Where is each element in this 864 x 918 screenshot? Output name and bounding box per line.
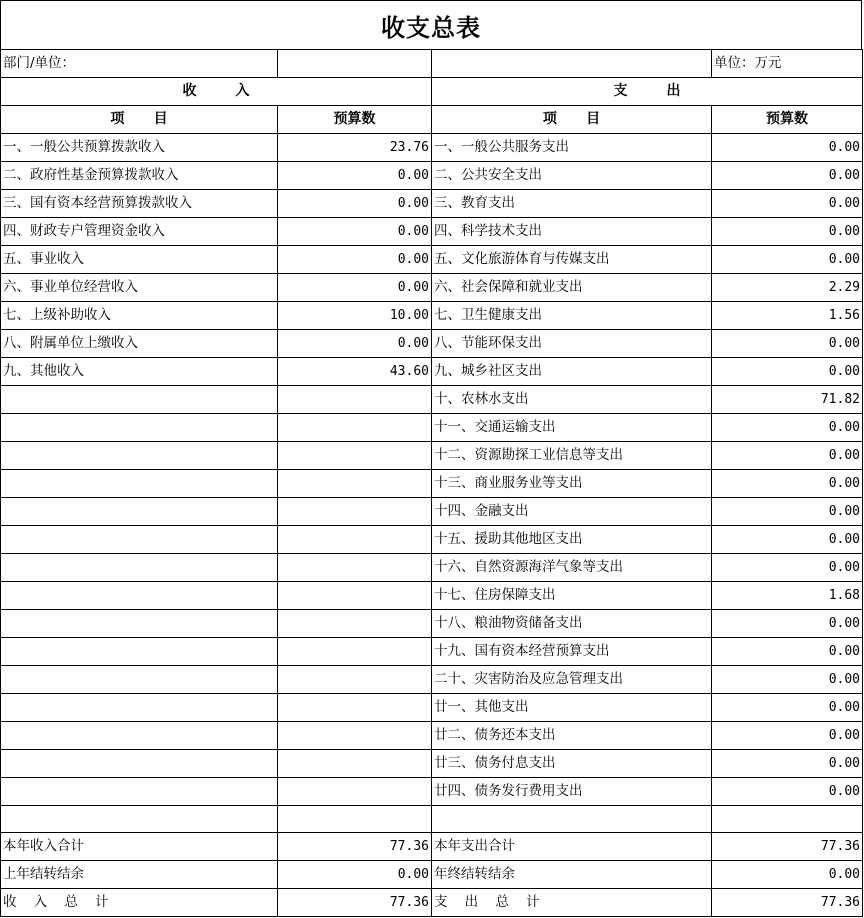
table-row [1, 470, 863, 498]
income-item: 三、国有资本经营预算拨款收入 [1, 190, 278, 218]
income-total-label: 收 入 总 计 [1, 889, 278, 917]
income-item: 四、财政专户管理资金收入 [1, 218, 278, 246]
table-row [1, 666, 863, 694]
expense-value: 0.00 [712, 778, 863, 806]
expense-item: 一、一般公共服务支出 [432, 134, 712, 162]
expense-item-header: 项 目 [432, 106, 712, 134]
table-row [1, 638, 863, 666]
income-item [1, 442, 278, 470]
expense-value: 0.00 [712, 134, 863, 162]
total-row [1, 861, 863, 889]
income-value [278, 386, 432, 414]
expense-total-label: 本年支出合计 [432, 833, 712, 861]
table-row [1, 442, 863, 470]
table-row [1, 750, 863, 778]
income-total-value: 0.00 [278, 861, 432, 889]
income-item [1, 582, 278, 610]
income-value [278, 470, 432, 498]
income-value [278, 554, 432, 582]
expense-item: 四、科学技术支出 [432, 218, 712, 246]
table-row [1, 582, 863, 610]
income-item [1, 778, 278, 806]
table-row [1, 526, 863, 554]
expense-total-value: 77.36 [712, 833, 863, 861]
table-row [1, 190, 863, 218]
income-total-value: 77.36 [278, 889, 432, 917]
page-title: 收支总表 [381, 12, 481, 42]
income-total-label: 本年收入合计 [1, 833, 278, 861]
total-row [1, 833, 863, 861]
unit-label: 单位：万元 [712, 50, 863, 78]
income-value: 43.60 [278, 358, 432, 386]
budget-summary-table [0, 49, 863, 917]
expense-item: 二十、灾害防治及应急管理支出 [432, 666, 712, 694]
income-value [278, 526, 432, 554]
expense-value: 0.00 [712, 414, 863, 442]
income-item: 五、事业收入 [1, 246, 278, 274]
income-value [278, 722, 432, 750]
income-item: 七、上级补助收入 [1, 302, 278, 330]
table-row [1, 386, 863, 414]
expense-total-label: 支 出 总 计 [432, 889, 712, 917]
income-value [278, 806, 432, 833]
expense-item: 十五、援助其他地区支出 [432, 526, 712, 554]
table-row [1, 330, 863, 358]
income-item [1, 386, 278, 414]
income-item [1, 414, 278, 442]
income-item: 八、附属单位上缴收入 [1, 330, 278, 358]
expense-value: 0.00 [712, 330, 863, 358]
table-row [1, 302, 863, 330]
expense-item: 十三、商业服务业等支出 [432, 470, 712, 498]
income-item: 九、其他收入 [1, 358, 278, 386]
title-bar [0, 0, 862, 49]
income-item [1, 470, 278, 498]
income-item [1, 610, 278, 638]
expense-item: 廿四、债务发行费用支出 [432, 778, 712, 806]
expense-budget-header: 预算数 [712, 106, 863, 134]
table-row [1, 806, 863, 833]
table-row [1, 778, 863, 806]
expense-item: 十九、国有资本经营预算支出 [432, 638, 712, 666]
income-value [278, 498, 432, 526]
income-item: 六、事业单位经营收入 [1, 274, 278, 302]
expense-item: 三、教育支出 [432, 190, 712, 218]
expense-header: 支 出 [432, 78, 863, 106]
expense-value: 0.00 [712, 358, 863, 386]
expense-value: 1.68 [712, 582, 863, 610]
table-row [1, 246, 863, 274]
expense-value: 0.00 [712, 526, 863, 554]
expense-value: 2.29 [712, 274, 863, 302]
table-row [1, 610, 863, 638]
expense-item: 十、农林水支出 [432, 386, 712, 414]
income-value: 23.76 [278, 134, 432, 162]
income-value [278, 638, 432, 666]
expense-total-label: 年终结转结余 [432, 861, 712, 889]
income-value: 0.00 [278, 162, 432, 190]
total-row [1, 889, 863, 917]
expense-value: 0.00 [712, 442, 863, 470]
income-item [1, 694, 278, 722]
income-item-header: 项 目 [1, 106, 278, 134]
expense-value: 0.00 [712, 750, 863, 778]
income-budget-header: 预算数 [278, 106, 432, 134]
expense-value: 0.00 [712, 190, 863, 218]
table-row [1, 722, 863, 750]
expense-item: 十八、粮油物资储备支出 [432, 610, 712, 638]
income-item: 二、政府性基金预算拨款收入 [1, 162, 278, 190]
income-value [278, 442, 432, 470]
table-row [1, 554, 863, 582]
meta-row [1, 50, 863, 78]
income-item [1, 750, 278, 778]
income-header: 收 入 [1, 78, 432, 106]
income-item [1, 806, 278, 833]
dept-label: 部门/单位： [1, 50, 278, 78]
table-row [1, 218, 863, 246]
expense-value: 0.00 [712, 246, 863, 274]
expense-item: 二、公共安全支出 [432, 162, 712, 190]
income-item [1, 498, 278, 526]
income-value [278, 778, 432, 806]
expense-item: 廿三、债务付息支出 [432, 750, 712, 778]
dept-value[interactable] [278, 50, 432, 78]
expense-item: 十一、交通运输支出 [432, 414, 712, 442]
section-header-row [1, 78, 863, 106]
expense-value [712, 806, 863, 833]
expense-item: 六、社会保障和就业支出 [432, 274, 712, 302]
meta-blank [432, 50, 712, 78]
expense-value: 1.56 [712, 302, 863, 330]
column-header-row [1, 106, 863, 134]
table-row [1, 274, 863, 302]
income-item [1, 554, 278, 582]
income-total-value: 77.36 [278, 833, 432, 861]
expense-item: 七、卫生健康支出 [432, 302, 712, 330]
expense-item: 十二、资源勘探工业信息等支出 [432, 442, 712, 470]
expense-value: 0.00 [712, 666, 863, 694]
income-value [278, 694, 432, 722]
expense-item [432, 806, 712, 833]
income-value [278, 750, 432, 778]
expense-item: 五、文化旅游体育与传媒支出 [432, 246, 712, 274]
expense-total-value: 0.00 [712, 861, 863, 889]
table-row [1, 134, 863, 162]
income-value: 0.00 [278, 246, 432, 274]
table-row [1, 358, 863, 386]
expense-item: 九、城乡社区支出 [432, 358, 712, 386]
income-value: 0.00 [278, 218, 432, 246]
expense-value: 0.00 [712, 470, 863, 498]
income-value [278, 414, 432, 442]
expense-value: 0.00 [712, 554, 863, 582]
income-value: 0.00 [278, 274, 432, 302]
income-value: 0.00 [278, 330, 432, 358]
expense-value: 0.00 [712, 694, 863, 722]
table-row [1, 498, 863, 526]
expense-value: 71.82 [712, 386, 863, 414]
expense-value: 0.00 [712, 218, 863, 246]
expense-item: 廿二、债务还本支出 [432, 722, 712, 750]
income-value [278, 666, 432, 694]
income-item [1, 666, 278, 694]
table-row [1, 694, 863, 722]
income-value: 10.00 [278, 302, 432, 330]
expense-value: 0.00 [712, 498, 863, 526]
table-row [1, 162, 863, 190]
expense-value: 0.00 [712, 722, 863, 750]
income-item [1, 638, 278, 666]
income-value [278, 610, 432, 638]
expense-value: 0.00 [712, 638, 863, 666]
expense-total-value: 77.36 [712, 889, 863, 917]
income-value: 0.00 [278, 190, 432, 218]
income-item [1, 722, 278, 750]
expense-item: 八、节能环保支出 [432, 330, 712, 358]
expense-item: 十六、自然资源海洋气象等支出 [432, 554, 712, 582]
income-total-label: 上年结转结余 [1, 861, 278, 889]
expense-value: 0.00 [712, 610, 863, 638]
table-row [1, 414, 863, 442]
income-item [1, 526, 278, 554]
expense-item: 十四、金融支出 [432, 498, 712, 526]
expense-item: 十七、住房保障支出 [432, 582, 712, 610]
income-value [278, 582, 432, 610]
expense-value: 0.00 [712, 162, 863, 190]
expense-item: 廿一、其他支出 [432, 694, 712, 722]
income-item: 一、一般公共预算拨款收入 [1, 134, 278, 162]
